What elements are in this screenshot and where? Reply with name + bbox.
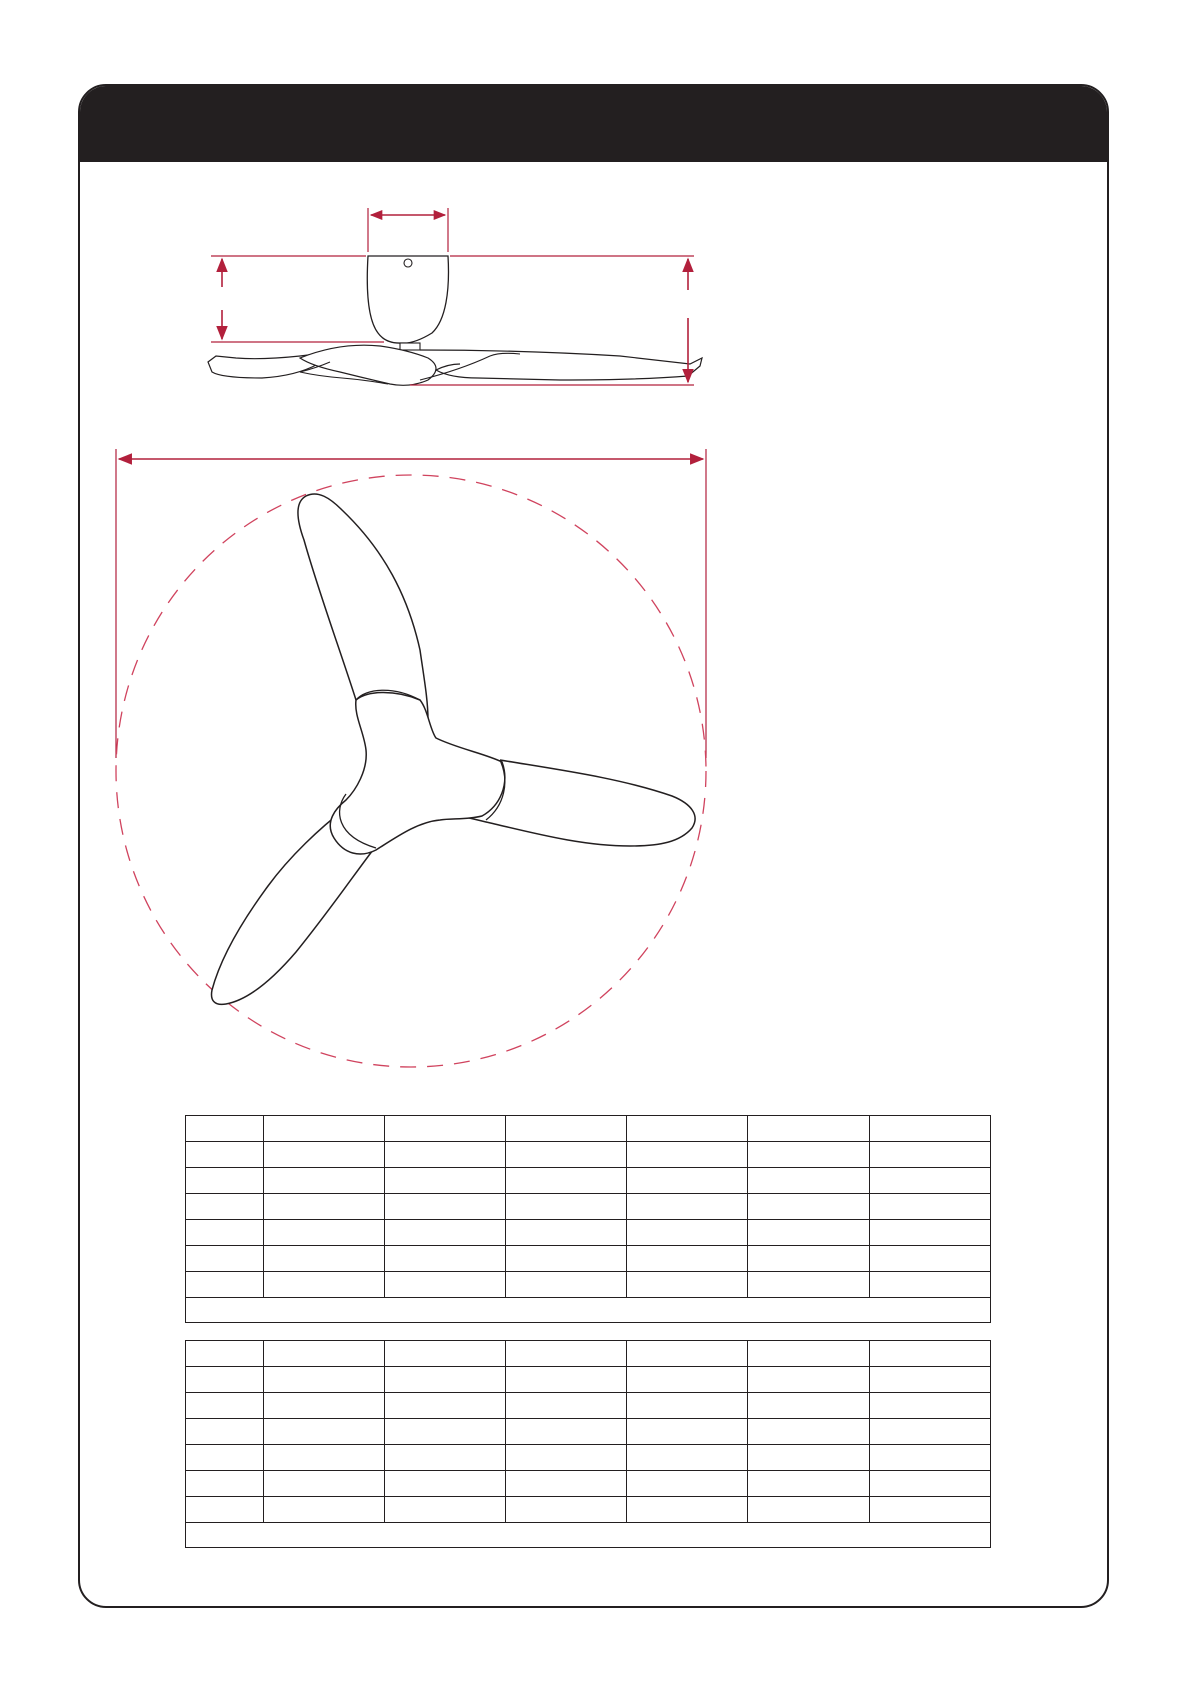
spec-table-2 (185, 1340, 991, 1548)
table-cell (264, 1194, 385, 1220)
table-cell (627, 1341, 748, 1367)
table-cell (627, 1471, 748, 1497)
table-cell (870, 1393, 991, 1419)
table-cell (748, 1445, 870, 1471)
table-cell (186, 1142, 264, 1168)
table-cell (264, 1471, 385, 1497)
table-cell (506, 1367, 627, 1393)
table-row (186, 1116, 991, 1142)
table-cell (627, 1168, 748, 1194)
table-cell (506, 1142, 627, 1168)
table-cell (627, 1246, 748, 1272)
table-cell (748, 1116, 870, 1142)
table-cell (385, 1367, 506, 1393)
table-cell (186, 1116, 264, 1142)
table-cell (385, 1471, 506, 1497)
table-row (186, 1272, 991, 1298)
table-cell (506, 1445, 627, 1471)
table-cell (627, 1445, 748, 1471)
table-cell (186, 1194, 264, 1220)
table-cell (264, 1419, 385, 1445)
table-row (186, 1341, 991, 1367)
table-cell (870, 1246, 991, 1272)
table-cell (264, 1393, 385, 1419)
table-cell (627, 1497, 748, 1523)
table-cell (627, 1142, 748, 1168)
table-cell (264, 1116, 385, 1142)
table-cell (264, 1246, 385, 1272)
table-cell (506, 1497, 627, 1523)
table-row (186, 1246, 991, 1272)
spec-table-1 (185, 1115, 991, 1323)
table-cell (506, 1341, 627, 1367)
table-cell (186, 1393, 264, 1419)
table-cell (186, 1341, 264, 1367)
table-cell (627, 1220, 748, 1246)
table-cell (748, 1419, 870, 1445)
table-cell (870, 1471, 991, 1497)
table-row (186, 1142, 991, 1168)
table-cell (748, 1220, 870, 1246)
table-cell (264, 1220, 385, 1246)
table-cell (506, 1194, 627, 1220)
table-cell (385, 1272, 506, 1298)
table-cell (186, 1220, 264, 1246)
table-cell (186, 1246, 264, 1272)
table-cell (186, 1497, 264, 1523)
table-cell (385, 1497, 506, 1523)
table-cell (870, 1341, 991, 1367)
table-cell (385, 1341, 506, 1367)
table-cell (506, 1471, 627, 1497)
table-cell (870, 1194, 991, 1220)
table-note (186, 1298, 991, 1323)
table-row (186, 1471, 991, 1497)
table-cell (870, 1419, 991, 1445)
table-cell (264, 1341, 385, 1367)
table-cell (506, 1272, 627, 1298)
table-row (186, 1497, 991, 1523)
table-cell (748, 1497, 870, 1523)
table-cell (748, 1168, 870, 1194)
table-cell (627, 1272, 748, 1298)
table-cell (748, 1471, 870, 1497)
blade-up (298, 494, 428, 720)
table-cell (186, 1471, 264, 1497)
table-cell (186, 1445, 264, 1471)
table-cell (748, 1272, 870, 1298)
table-cell (627, 1419, 748, 1445)
table-cell (627, 1393, 748, 1419)
table-cell (506, 1220, 627, 1246)
table-cell (385, 1246, 506, 1272)
table-note-row (186, 1298, 991, 1323)
table-note (186, 1523, 991, 1548)
table-cell (264, 1142, 385, 1168)
table-cell (627, 1194, 748, 1220)
table-cell (748, 1367, 870, 1393)
table-cell (748, 1393, 870, 1419)
table-cell (264, 1367, 385, 1393)
table-row (186, 1445, 991, 1471)
table-cell (186, 1367, 264, 1393)
table-cell (627, 1116, 748, 1142)
table-cell (385, 1393, 506, 1419)
motor-housing (367, 256, 448, 343)
table-cell (748, 1341, 870, 1367)
table-cell (264, 1497, 385, 1523)
table-cell (870, 1367, 991, 1393)
table-cell (748, 1194, 870, 1220)
table-row (186, 1393, 991, 1419)
fan-top-view (116, 449, 706, 1067)
table-cell (870, 1497, 991, 1523)
hub-collar (400, 343, 420, 350)
table-cell (385, 1419, 506, 1445)
table-cell (385, 1194, 506, 1220)
table-cell (385, 1445, 506, 1471)
fan-hub (330, 693, 505, 855)
table-cell (627, 1367, 748, 1393)
table-cell (186, 1168, 264, 1194)
blade-profile-right (420, 350, 702, 380)
table-cell (870, 1272, 991, 1298)
table-cell (870, 1116, 991, 1142)
table-cell (264, 1445, 385, 1471)
housing-screw (404, 259, 412, 267)
table-cell (506, 1419, 627, 1445)
table-cell (385, 1116, 506, 1142)
table-row (186, 1419, 991, 1445)
table-cell (385, 1142, 506, 1168)
table-row (186, 1168, 991, 1194)
table-cell (506, 1168, 627, 1194)
table-cell (385, 1168, 506, 1194)
table-cell (870, 1445, 991, 1471)
table-cell (186, 1419, 264, 1445)
table-row (186, 1194, 991, 1220)
table-cell (870, 1220, 991, 1246)
table-cell (748, 1246, 870, 1272)
table-cell (186, 1272, 264, 1298)
table-cell (870, 1142, 991, 1168)
table-row (186, 1367, 991, 1393)
table-cell (506, 1246, 627, 1272)
table-row (186, 1220, 991, 1246)
table-cell (748, 1142, 870, 1168)
table-cell (264, 1272, 385, 1298)
fan-side-view (208, 208, 702, 385)
table-cell (385, 1220, 506, 1246)
table-cell (506, 1393, 627, 1419)
table-cell (506, 1116, 627, 1142)
table-cell (264, 1168, 385, 1194)
table-note-row (186, 1523, 991, 1548)
table-cell (870, 1168, 991, 1194)
